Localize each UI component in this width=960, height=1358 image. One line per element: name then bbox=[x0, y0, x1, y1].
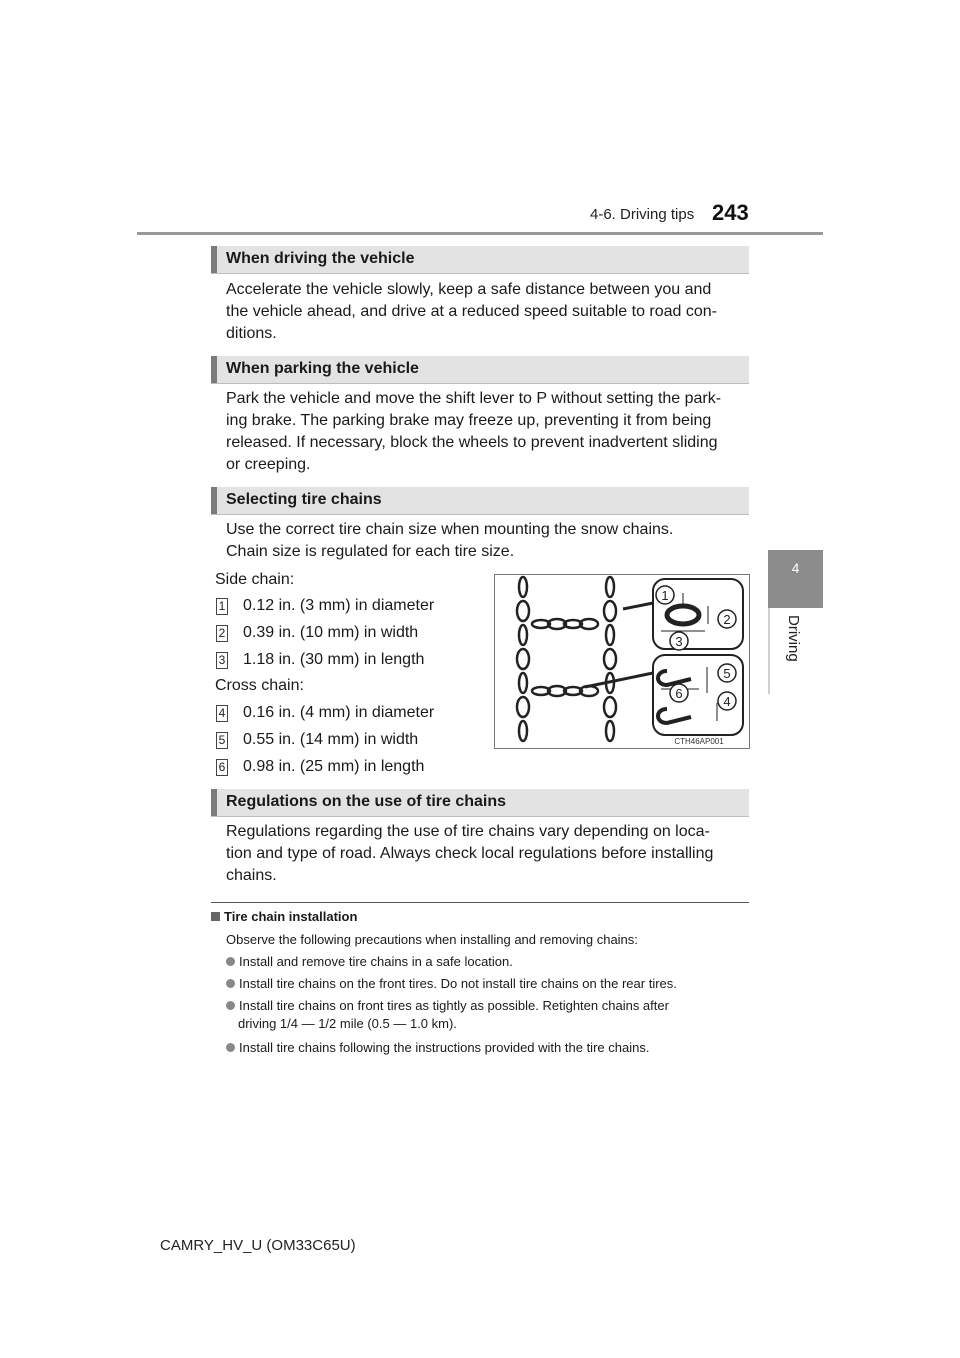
body-line: Park the vehicle and move the shift lever to P without setting the park- bbox=[226, 390, 722, 407]
side-chain-label: Side chain: bbox=[215, 571, 295, 588]
section-body-selecting-chains bbox=[226, 519, 746, 563]
note-text: Install tire chains following the instructions provided with the tire chains. bbox=[239, 1040, 650, 1055]
bullet-dot-icon bbox=[226, 957, 235, 966]
cross-chain-label: Cross chain: bbox=[215, 677, 304, 694]
note-bullet bbox=[226, 1039, 649, 1056]
square-bullet-icon bbox=[211, 912, 220, 921]
bullet-dot-icon bbox=[226, 979, 235, 988]
notes-intro: Observe the following precautions when installing and removing chains: bbox=[226, 932, 638, 947]
document-footer: CAMRY_HV_U (OM33C65U) bbox=[160, 1237, 356, 1254]
spec-text: 0.98 in. (25 mm) in length bbox=[243, 758, 425, 775]
section-body-regulations bbox=[226, 821, 746, 887]
section-underline bbox=[211, 816, 749, 817]
spec-text: 0.16 in. (4 mm) in diameter bbox=[243, 704, 435, 721]
spec-number: 4 bbox=[216, 705, 228, 722]
chapter-tab-label: Driving bbox=[785, 615, 802, 662]
body-line: the vehicle ahead, and drive at a reduced speed suitable to road con- bbox=[226, 303, 717, 320]
note-text: Install tire chains on front tires as tightly as possible. Retighten chains after bbox=[239, 998, 669, 1013]
spec-text: 0.39 in. (10 mm) in width bbox=[243, 624, 419, 641]
figure-callout: 3 bbox=[675, 634, 683, 649]
note-bullet bbox=[226, 997, 669, 1014]
spec-number: 3 bbox=[216, 652, 228, 669]
section-heading-regulations: Regulations on the use of tire chains bbox=[211, 789, 749, 817]
spec-number: 5 bbox=[216, 732, 228, 749]
bullet-dot-icon bbox=[226, 1001, 235, 1010]
spec-number: 2 bbox=[216, 625, 228, 642]
section-heading-parking: When parking the vehicle bbox=[211, 356, 749, 384]
section-body-parking bbox=[226, 388, 746, 476]
note-bullet-continuation: driving 1/4 — 1/2 mile (0.5 — 1.0 km). bbox=[238, 1016, 457, 1031]
notes-divider bbox=[211, 902, 749, 903]
figure-callout: 4 bbox=[723, 694, 731, 709]
spec-number: 1 bbox=[216, 598, 228, 615]
note-text: Install tire chains on the front tires. Do not install tire chains on the rear tires. bbox=[239, 976, 677, 991]
header-rule bbox=[137, 232, 823, 235]
running-header-section: 4-6. Driving tips bbox=[590, 206, 695, 223]
body-line: tion and type of road. Always check local regulations before installing bbox=[226, 845, 714, 862]
section-heading-selecting-chains: Selecting tire chains bbox=[211, 487, 749, 515]
body-line: Chain size is regulated for each tire size. bbox=[226, 543, 515, 560]
page-number: 243 bbox=[712, 200, 749, 225]
figure-callout: 5 bbox=[723, 666, 731, 681]
section-underline bbox=[211, 383, 749, 384]
spec-text: 1.18 in. (30 mm) in length bbox=[243, 651, 425, 668]
section-heading-driving: When driving the vehicle bbox=[211, 246, 749, 274]
note-bullet bbox=[226, 953, 513, 970]
spec-number: 6 bbox=[216, 759, 228, 776]
section-underline bbox=[211, 514, 749, 515]
notes-heading bbox=[211, 909, 357, 924]
section-body-driving bbox=[226, 279, 746, 345]
body-line: or creeping. bbox=[226, 456, 311, 473]
spec-text: 0.12 in. (3 mm) in diameter bbox=[243, 597, 435, 614]
body-line: released. If necessary, block the wheels to prevent inadvertent sliding bbox=[226, 434, 718, 451]
body-line: Use the correct tire chain size when mounting the snow chains. bbox=[226, 521, 674, 538]
note-text: Install and remove tire chains in a safe location. bbox=[239, 954, 513, 969]
chapter-tab-number: 4 bbox=[791, 560, 800, 576]
notes-title: Tire chain installation bbox=[224, 909, 358, 924]
chapter-tab bbox=[768, 550, 823, 608]
section-underline bbox=[211, 273, 749, 274]
body-line: ditions. bbox=[226, 325, 277, 342]
chapter-tab-label-wrap bbox=[770, 615, 820, 695]
figure-code: CTH46AP001 bbox=[674, 737, 724, 746]
tire-chain-illustration bbox=[495, 575, 749, 748]
body-line: Accelerate the vehicle slowly, keep a safe distance between you and bbox=[226, 281, 712, 298]
tire-chain-figure bbox=[494, 574, 750, 749]
body-line: Regulations regarding the use of tire chains vary depending on loca- bbox=[226, 823, 710, 840]
body-line: chains. bbox=[226, 867, 277, 884]
bullet-dot-icon bbox=[226, 1043, 235, 1052]
body-line: ing brake. The parking brake may freeze up, preventing it from being bbox=[226, 412, 712, 429]
spec-text: 0.55 in. (14 mm) in width bbox=[243, 731, 419, 748]
figure-callout: 1 bbox=[661, 588, 669, 603]
figure-callout: 6 bbox=[675, 686, 683, 701]
note-bullet bbox=[226, 975, 677, 992]
figure-callout: 2 bbox=[723, 612, 731, 627]
